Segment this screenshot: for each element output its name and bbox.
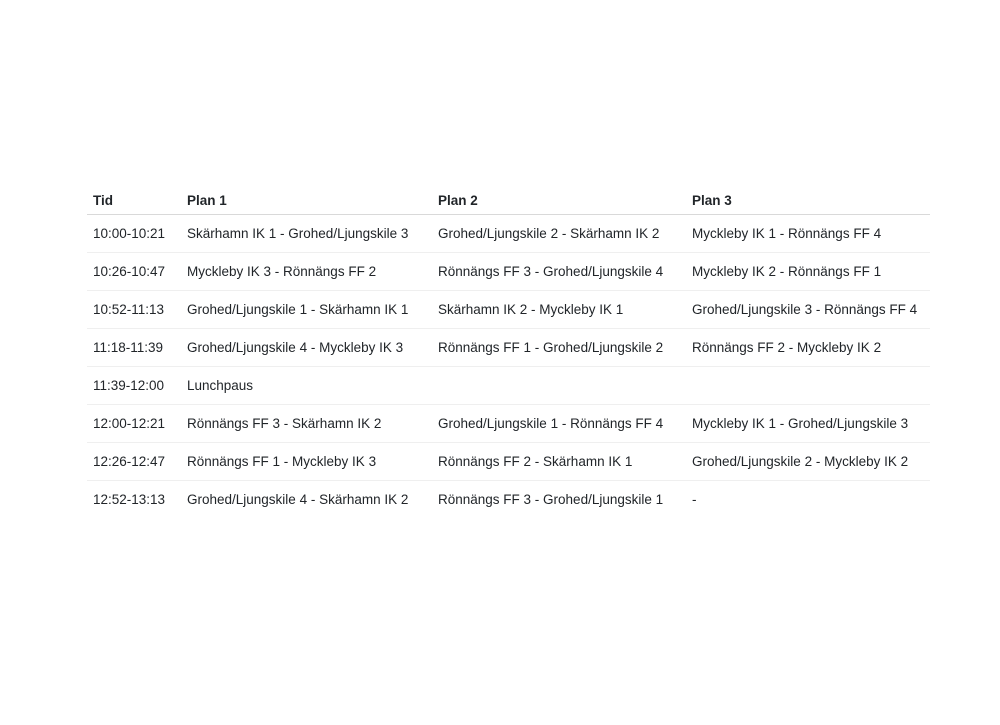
- cell-plan1: Lunchpaus: [181, 367, 432, 405]
- table-row-lunch: [87, 367, 930, 405]
- schedule-container: [87, 186, 930, 518]
- cell-tid: 12:52-13:13: [93, 492, 166, 507]
- table-row: [87, 291, 930, 329]
- cell-plan1: Grohed/Ljungskile 4 - Skärhamn IK 2: [187, 492, 409, 507]
- cell-tid: 10:26-10:47: [87, 253, 181, 291]
- column-header-plan1: Plan 1: [181, 186, 432, 215]
- column-header-tid: Tid: [87, 186, 181, 215]
- cell-plan1: Myckleby IK 3 - Rönnängs FF 2: [181, 253, 432, 291]
- cell-tid: 10:00-10:21: [87, 215, 181, 253]
- cell-plan1: Grohed/Ljungskile 4 - Myckleby IK 3: [181, 329, 432, 367]
- column-header-plan3: Plan 3: [686, 186, 930, 215]
- table-row: [87, 443, 930, 481]
- table-row: [87, 253, 930, 291]
- cell-plan3: [686, 367, 930, 405]
- column-header-plan2: Plan 2: [432, 186, 686, 215]
- cell-plan2: Rönnängs FF 1 - Grohed/Ljungskile 2: [432, 329, 686, 367]
- cell-tid: 10:52-11:13: [87, 291, 181, 329]
- cell-plan2: Grohed/Ljungskile 1 - Rönnängs FF 4: [432, 405, 686, 443]
- table-row: [87, 481, 930, 519]
- cell-plan2: Rönnängs FF 2 - Skärhamn IK 1: [432, 443, 686, 481]
- cell-plan1: Grohed/Ljungskile 1 - Skärhamn IK 1: [181, 291, 432, 329]
- cell-plan3: Grohed/Ljungskile 3 - Rönnängs FF 4: [686, 291, 930, 329]
- cell-plan2: [432, 367, 686, 405]
- cell-plan3: Myckleby IK 1 - Rönnängs FF 4: [686, 215, 930, 253]
- cell-plan1: Skärhamn IK 1 - Grohed/Ljungskile 3: [181, 215, 432, 253]
- cell-plan2: Skärhamn IK 2 - Myckleby IK 1: [432, 291, 686, 329]
- cell-plan3: Rönnängs FF 2 - Myckleby IK 2: [686, 329, 930, 367]
- table-row: [87, 329, 930, 367]
- cell-tid: 11:39-12:00: [87, 367, 181, 405]
- cell-plan2: Rönnängs FF 3 - Grohed/Ljungskile 1: [438, 492, 664, 507]
- cell-plan3: Myckleby IK 1 - Grohed/Ljungskile 3: [686, 405, 930, 443]
- cell-plan1: Rönnängs FF 1 - Myckleby IK 3: [181, 443, 432, 481]
- cell-plan3: Myckleby IK 2 - Rönnängs FF 1: [686, 253, 930, 291]
- cell-plan2: Rönnängs FF 3 - Grohed/Ljungskile 4: [432, 253, 686, 291]
- table-row: [87, 405, 930, 443]
- cell-plan3: -: [692, 492, 697, 507]
- schedule-table: [87, 186, 930, 518]
- cell-tid: 12:00-12:21: [87, 405, 181, 443]
- table-header-row: [87, 186, 930, 215]
- cell-plan1: Rönnängs FF 3 - Skärhamn IK 2: [181, 405, 432, 443]
- cell-plan2: Grohed/Ljungskile 2 - Skärhamn IK 2: [432, 215, 686, 253]
- table-row: [87, 215, 930, 253]
- cell-plan3: Grohed/Ljungskile 2 - Myckleby IK 2: [686, 443, 930, 481]
- cell-tid: 11:18-11:39: [87, 329, 181, 367]
- cell-tid: 12:26-12:47: [87, 443, 181, 481]
